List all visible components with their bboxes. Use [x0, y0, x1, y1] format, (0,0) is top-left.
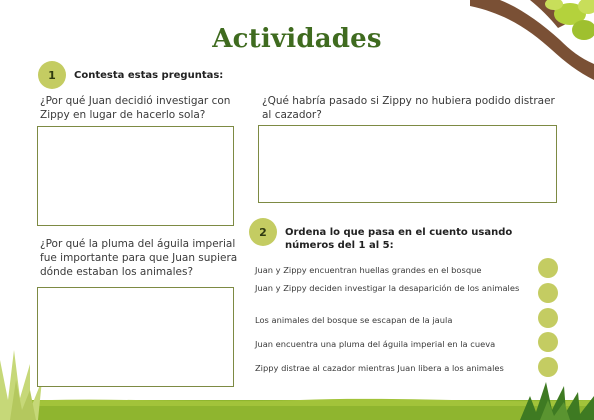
order-item-4: Juan encuentra una pluma del águila imperial en la cueva — [255, 339, 496, 349]
question-1: ¿Por qué Juan decidió investigar con Zippy en lugar de hacerlo sola? — [40, 95, 231, 121]
page-title: Actividades — [212, 24, 382, 54]
question-3: ¿Por qué la pluma del águila imperial fue importante para que Juan supiera dónde estaban los animales? — [40, 238, 238, 278]
order-item-1: Juan y Zippy encuentran huellas grandes en el bosque — [255, 265, 482, 275]
order-item-3: Los animales del bosque se escapan de la jaula — [255, 315, 453, 325]
section-2-heading: Ordena lo que pasa en el cuento usando números del 1 al 5: — [285, 227, 513, 251]
ground-icon — [0, 396, 594, 420]
order-item-5: Zippy distrae al cazador mientras Juan libera a los animales — [255, 363, 504, 373]
grass-right-icon — [520, 366, 594, 420]
section-1-heading: Contesta estas preguntas: — [74, 70, 224, 81]
section-1-badge: 1 — [38, 61, 66, 89]
order-circle-1[interactable] — [538, 258, 558, 278]
answer-box-2[interactable] — [258, 125, 557, 203]
order-circle-3[interactable] — [538, 308, 558, 328]
section-2-badge: 2 — [249, 218, 277, 246]
order-circle-5[interactable] — [538, 357, 558, 377]
order-circle-2[interactable] — [538, 283, 558, 303]
answer-box-1[interactable] — [37, 126, 234, 226]
answer-box-3[interactable] — [37, 287, 234, 387]
question-2: ¿Qué habría pasado si Zippy no hubiera podido distraer al cazador? — [262, 95, 555, 121]
order-item-2: Juan y Zippy deciden investigar la desaparición de los animales — [255, 283, 520, 293]
order-circle-4[interactable] — [538, 332, 558, 352]
